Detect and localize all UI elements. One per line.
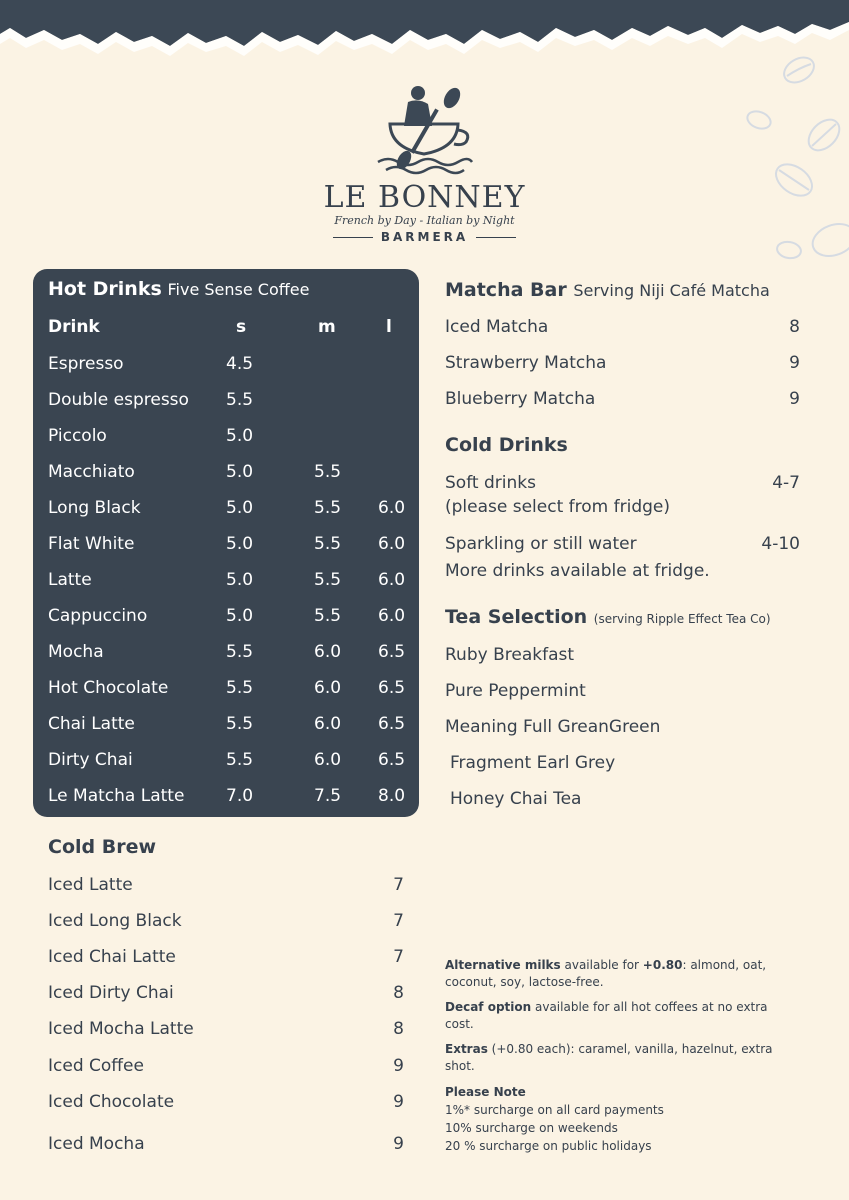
- surcharge-line: 20 % surcharge on public holidays: [445, 1139, 652, 1153]
- cold-drinks-item: Sparkling or still water: [445, 534, 637, 554]
- cold-brew-price: 8: [393, 983, 404, 1003]
- divider-line: [476, 237, 516, 238]
- cold-brew-item: Iced Mocha Latte: [48, 1019, 194, 1039]
- menu-notes: [445, 957, 795, 1163]
- drink-name: Piccolo: [48, 426, 107, 446]
- price-small: 5.5: [226, 390, 254, 410]
- price-small: 5.5: [226, 642, 254, 662]
- price-large: 6.5: [378, 642, 406, 662]
- cold-brew-price: 9: [393, 1056, 404, 1076]
- matcha-bar-subtitle: Serving Niji Café Matcha: [573, 281, 770, 300]
- price-large: 6.0: [378, 534, 406, 554]
- price-small: 5.5: [226, 678, 254, 698]
- location-row: [0, 230, 849, 244]
- tea-item: Fragment Earl Grey: [450, 753, 616, 773]
- menu-row: [48, 750, 408, 786]
- menu-row: [48, 642, 408, 678]
- logo-block: [0, 82, 849, 244]
- tea-item: Honey Chai Tea: [450, 789, 582, 809]
- brand-name: LE BONNEY: [323, 180, 526, 215]
- column-header-small: s: [236, 317, 247, 337]
- price-medium: 6.0: [314, 714, 342, 734]
- note-label: Alternative milks: [445, 958, 561, 972]
- price-large: 6.0: [378, 498, 406, 518]
- matcha-price: 8: [789, 317, 800, 337]
- tea-item: Ruby Breakfast: [445, 645, 575, 665]
- menu-row: [48, 462, 408, 498]
- drink-name: Double espresso: [48, 390, 189, 410]
- hot-drinks-panel: [33, 269, 419, 817]
- cold-brew-item: Iced Mocha: [48, 1134, 145, 1154]
- tea-subtitle: (serving Ripple Effect Tea Co): [593, 612, 771, 626]
- surcharge-line: 10% surcharge on weekends: [445, 1121, 618, 1135]
- menu-row: [48, 426, 408, 462]
- price-large: 6.0: [378, 570, 406, 590]
- cold-brew-price: 9: [393, 1092, 404, 1112]
- cold-brew-title: Cold Brew: [48, 836, 157, 858]
- cold-brew-item: Iced Chocolate: [48, 1092, 175, 1112]
- price-medium: 5.5: [314, 462, 342, 482]
- price-large: 6.0: [378, 606, 406, 626]
- matcha-item: Blueberry Matcha: [445, 389, 596, 409]
- drink-name: Le Matcha Latte: [48, 786, 185, 806]
- cold-drinks-price: 4-10: [761, 534, 800, 554]
- price-medium: 5.5: [314, 570, 342, 590]
- drink-name: Dirty Chai: [48, 750, 133, 770]
- matcha-item: Strawberry Matcha: [445, 353, 607, 373]
- price-small: 5.0: [226, 426, 254, 446]
- drink-name: Mocha: [48, 642, 104, 662]
- cold-drinks-price: 4-7: [772, 473, 800, 493]
- note-text: (+0.80 each): caramel, vanilla, hazelnut, extra shot.: [445, 1042, 773, 1073]
- price-medium: 7.5: [314, 786, 342, 806]
- menu-row: [48, 786, 408, 822]
- price-medium: 5.5: [314, 534, 342, 554]
- price-small: 5.0: [226, 570, 254, 590]
- hot-drinks-title: Hot Drinks: [48, 278, 162, 300]
- cold-brew-price: 7: [393, 947, 404, 967]
- note-label: Extras: [445, 1042, 488, 1056]
- matcha-price: 9: [789, 353, 800, 373]
- price-small: 5.0: [226, 462, 254, 482]
- note-price: +0.80: [642, 958, 683, 972]
- price-small: 5.0: [226, 534, 254, 554]
- cold-drinks-item: Soft drinks: [445, 473, 536, 493]
- menu-row: [48, 354, 408, 390]
- price-small: 4.5: [226, 354, 254, 374]
- drink-name: Chai Latte: [48, 714, 135, 734]
- drink-name: Flat White: [48, 534, 135, 554]
- matcha-price: 9: [789, 389, 800, 409]
- note-text: available for all hot coffees at no extra cost.: [445, 1000, 768, 1031]
- note-alternative-milks: [445, 957, 795, 991]
- drink-name: Long Black: [48, 498, 141, 518]
- cold-brew-price: 8: [393, 1019, 404, 1039]
- price-small: 5.0: [226, 606, 254, 626]
- price-large: 6.5: [378, 750, 406, 770]
- price-medium: 5.5: [314, 606, 342, 626]
- menu-row: [48, 534, 408, 570]
- price-medium: 6.0: [314, 678, 342, 698]
- drink-name: Espresso: [48, 354, 124, 374]
- cold-brew-item: Iced Latte: [48, 875, 133, 895]
- price-medium: 6.0: [314, 750, 342, 770]
- note-decaf: [445, 999, 795, 1033]
- drink-name: Hot Chocolate: [48, 678, 169, 698]
- note-label: Please Note: [445, 1085, 526, 1099]
- tea-item: Meaning Full GreanGreen: [445, 717, 661, 737]
- matcha-bar-heading: [445, 279, 770, 301]
- tea-title: Tea Selection: [445, 606, 588, 628]
- cold-drinks-note: More drinks available at fridge.: [445, 561, 710, 581]
- price-large: 8.0: [378, 786, 406, 806]
- drink-name: Latte: [48, 570, 92, 590]
- cold-drinks-title: Cold Drinks: [445, 434, 568, 456]
- surcharge-line: 1%* surcharge on all card payments: [445, 1103, 664, 1117]
- menu-row: [48, 606, 408, 642]
- cold-drinks-note: (please select from fridge): [445, 497, 670, 517]
- note-surcharges: [445, 1083, 795, 1155]
- note-label: Decaf option: [445, 1000, 532, 1014]
- hot-drinks-subtitle: Five Sense Coffee: [167, 280, 310, 299]
- cold-brew-item: Iced Long Black: [48, 911, 182, 931]
- location-name: BARMERA: [380, 230, 469, 244]
- note-text: : almond, oat, coconut, soy, lactose-free.: [445, 958, 767, 989]
- drink-name: Cappuccino: [48, 606, 148, 626]
- price-medium: 6.0: [314, 642, 342, 662]
- cold-brew-item: Iced Dirty Chai: [48, 983, 174, 1003]
- price-large: 6.5: [378, 714, 406, 734]
- price-small: 5.5: [226, 714, 254, 734]
- cold-brew-item: Iced Coffee: [48, 1056, 144, 1076]
- cold-brew-price: 7: [393, 875, 404, 895]
- cold-brew-price: 7: [393, 911, 404, 931]
- price-small: 7.0: [226, 786, 254, 806]
- price-small: 5.5: [226, 750, 254, 770]
- hot-drinks-heading: [48, 278, 309, 300]
- column-header-large: l: [386, 317, 392, 337]
- cold-brew-price: 9: [393, 1134, 404, 1154]
- kayak-cup-logo-icon: [360, 82, 490, 180]
- tea-heading: [445, 606, 771, 628]
- note-extras: [445, 1041, 795, 1075]
- column-header-medium: m: [318, 317, 336, 337]
- brand-tagline: French by Day - Italian by Night: [334, 214, 515, 227]
- menu-row: [48, 714, 408, 750]
- column-header-drink: Drink: [48, 317, 100, 337]
- price-medium: 5.5: [314, 498, 342, 518]
- menu-row: [48, 570, 408, 606]
- price-small: 5.0: [226, 498, 254, 518]
- price-large: 6.5: [378, 678, 406, 698]
- menu-row: [48, 390, 408, 426]
- divider-line: [333, 237, 373, 238]
- matcha-bar-title: Matcha Bar: [445, 279, 567, 301]
- cold-brew-item: Iced Chai Latte: [48, 947, 176, 967]
- tea-item: Pure Peppermint: [445, 681, 586, 701]
- note-text: available for: [560, 958, 643, 972]
- menu-row: [48, 498, 408, 534]
- drink-name: Macchiato: [48, 462, 135, 482]
- menu-row: [48, 678, 408, 714]
- matcha-item: Iced Matcha: [445, 317, 549, 337]
